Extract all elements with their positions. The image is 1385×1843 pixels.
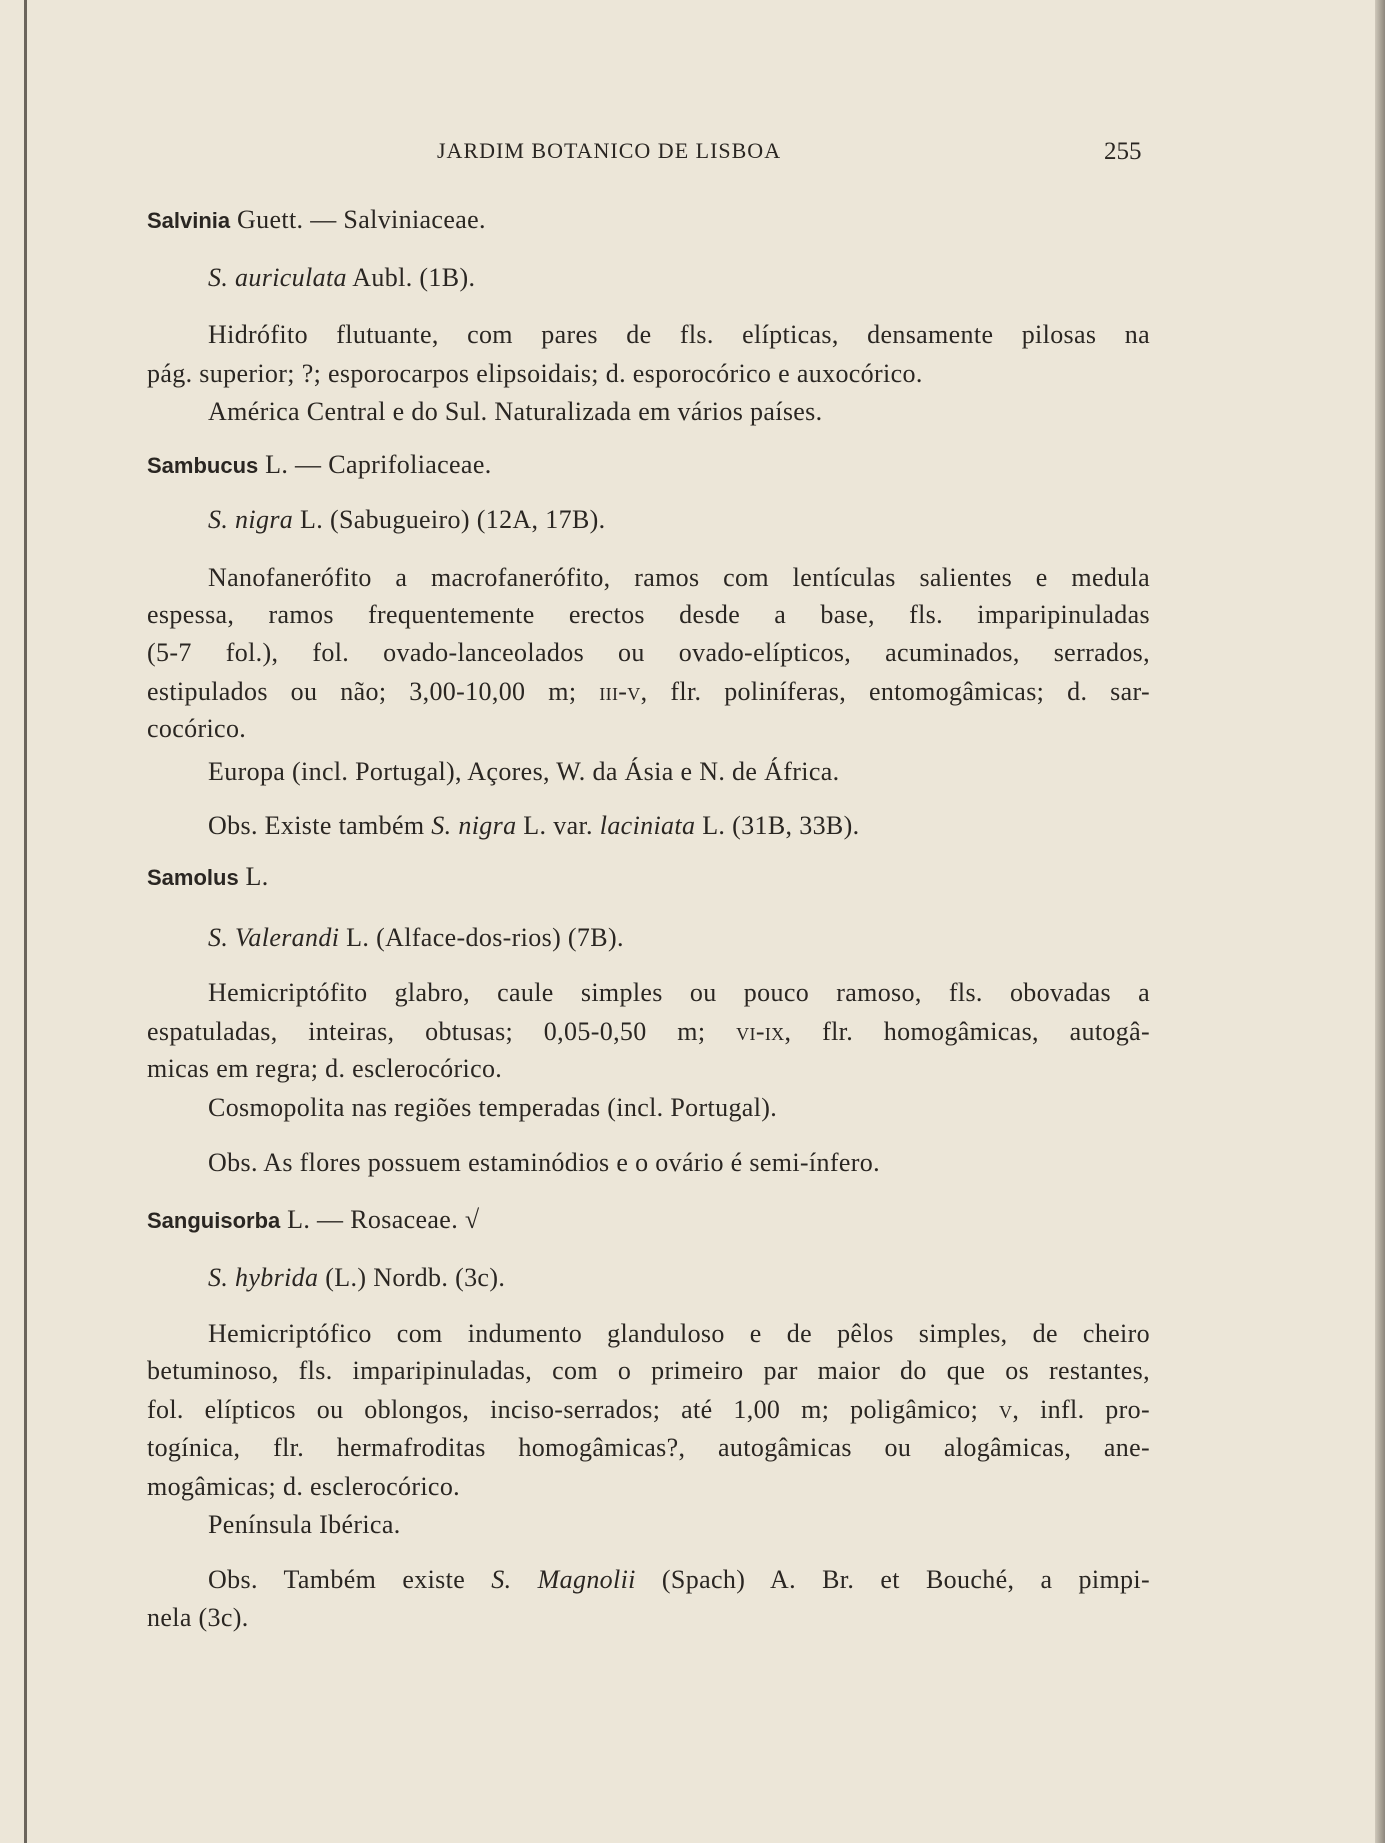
text-line bbox=[147, 1355, 1150, 1387]
text-line bbox=[147, 1016, 1150, 1048]
text-segment bbox=[511, 1565, 537, 1594]
italic-text: S. Valerandi bbox=[208, 923, 340, 952]
text-segment: espatuladas, inteiras, obtusas; 0,05-0,50 m; bbox=[147, 1017, 737, 1046]
text-line bbox=[147, 1602, 1150, 1634]
text-segment: , flr. poliníferas, entomogâmicas; d. sar- bbox=[640, 677, 1150, 706]
text-line bbox=[147, 1471, 1150, 1503]
page-number: 255 bbox=[1104, 138, 1142, 165]
text-line bbox=[208, 1509, 1150, 1541]
text-segment: Cosmopolita nas regiões temperadas (incl. Portugal). bbox=[208, 1093, 778, 1122]
text-segment: estipulados ou não; 3,00-10,00 m; bbox=[147, 677, 600, 706]
text-segment: Península Ibérica. bbox=[208, 1510, 401, 1539]
genus-heading bbox=[147, 1204, 1150, 1237]
text-segment: L. — Caprifoliaceae. bbox=[258, 450, 492, 479]
text-segment: Aubl. (1B). bbox=[346, 263, 476, 292]
text-segment: Hemicriptófito glabro, caule simples ou pouco ramoso, fls. obovadas a bbox=[208, 978, 1150, 1007]
text-segment: pág. superior; ?; esporocarpos elipsoidais; d. esporocórico e auxocórico. bbox=[147, 359, 923, 388]
species-heading bbox=[208, 262, 1150, 294]
text-segment: , flr. homogâmicas, autogâ- bbox=[784, 1017, 1150, 1046]
text-segment: (Spach) A. Br. et Bouché, a pimpi- bbox=[635, 1565, 1150, 1594]
text-line bbox=[147, 1394, 1150, 1426]
text-segment: espessa, ramos frequentemente erectos desde a base, fls. imparipinuladas bbox=[147, 600, 1150, 629]
text-segment: L. (31B, 33B). bbox=[695, 811, 860, 840]
text-segment: micas em regra; d. esclerocórico. bbox=[147, 1054, 503, 1083]
species-heading bbox=[208, 922, 1150, 954]
genus-heading bbox=[147, 204, 1150, 237]
text-segment: fol. elípticos ou oblongos, inciso-serrados; até 1,00 m; poligâmico; bbox=[147, 1395, 1000, 1424]
text-segment: Obs. As flores possuem estaminódios e o ovário é semi-ínfero. bbox=[208, 1148, 880, 1177]
italic-text: S. nigra bbox=[431, 811, 517, 840]
page-edge-right bbox=[1375, 0, 1385, 1843]
italic-text: S. hybrida bbox=[208, 1263, 319, 1292]
text-line bbox=[208, 319, 1150, 351]
text-line bbox=[147, 676, 1150, 708]
species-heading bbox=[208, 504, 1150, 536]
text-segment: L. bbox=[238, 862, 269, 891]
text-segment: L. — Rosaceae. √ bbox=[280, 1205, 480, 1234]
genus-name: Sanguisorba bbox=[147, 1208, 281, 1233]
text-line bbox=[208, 1092, 1150, 1124]
text-line bbox=[208, 1564, 1150, 1596]
text-segment: Obs. Existe também bbox=[208, 811, 432, 840]
text-segment: Hemicriptófico com indumento glanduloso e de pêlos simples, de cheiro bbox=[208, 1319, 1150, 1348]
italic-text: S. auriculata bbox=[208, 263, 347, 292]
text-line bbox=[208, 396, 1150, 428]
text-segment: Nanofanerófito a macrofanerófito, ramos com lentículas salientes e medula bbox=[208, 563, 1150, 592]
text-line bbox=[147, 713, 1150, 745]
text-segment: togínica, flr. hermafroditas homogâmicas?, autogâmicas ou alogâmicas, ane- bbox=[147, 1433, 1150, 1462]
text-line bbox=[208, 562, 1150, 594]
italic-text: laciniata bbox=[599, 811, 696, 840]
text-segment: cocórico. bbox=[147, 714, 247, 743]
month-range: vi-ix bbox=[736, 1017, 785, 1046]
text-segment: L. (Alface-dos-rios) (7B). bbox=[339, 923, 624, 952]
text-segment: (L.) Nordb. (3c). bbox=[318, 1263, 506, 1292]
text-segment: L. (Sabugueiro) (12A, 17B). bbox=[293, 505, 606, 534]
text-segment: Guett. — Salviniaceae. bbox=[230, 205, 486, 234]
text-segment: mogâmicas; d. esclerocórico. bbox=[147, 1472, 461, 1501]
text-line bbox=[147, 637, 1150, 669]
italic-text: S. nigra bbox=[208, 505, 294, 534]
running-title: JARDIM BOTANICO DE LISBOA bbox=[437, 138, 782, 163]
page-edge-left bbox=[24, 0, 27, 1843]
text-line bbox=[147, 1053, 1150, 1085]
italic-text: S. bbox=[491, 1565, 512, 1594]
text-line bbox=[208, 977, 1150, 1009]
italic-text: Magnolii bbox=[537, 1565, 636, 1594]
text-line bbox=[147, 599, 1150, 631]
text-line bbox=[208, 810, 1150, 842]
text-segment: América Central e do Sul. Naturalizada em vários países. bbox=[208, 397, 823, 426]
text-segment: L. var. bbox=[516, 811, 600, 840]
text-segment: Europa (incl. Portugal), Açores, W. da Ásia e N. de África. bbox=[208, 757, 840, 786]
species-heading bbox=[208, 1262, 1150, 1294]
genus-name: Salvinia bbox=[147, 208, 231, 233]
genus-heading bbox=[147, 449, 1150, 482]
text-line bbox=[208, 1318, 1150, 1350]
text-segment: Obs. Também existe bbox=[208, 1565, 492, 1594]
text-segment: , infl. pro- bbox=[1012, 1395, 1150, 1424]
genus-heading bbox=[147, 861, 1150, 894]
text-segment: (5-7 fol.), fol. ovado-lanceolados ou ovado-elípticos, acuminados, serrados, bbox=[147, 638, 1150, 667]
text-line bbox=[147, 358, 1150, 390]
text-segment: betuminoso, fls. imparipinuladas, com o primeiro par maior do que os restantes, bbox=[147, 1356, 1150, 1385]
text-line bbox=[147, 1432, 1150, 1464]
text-segment: nela (3c). bbox=[147, 1603, 249, 1632]
genus-name: Sambucus bbox=[147, 453, 259, 478]
month-range: iii-v bbox=[599, 677, 641, 706]
text-line bbox=[208, 756, 1150, 788]
text-line bbox=[208, 1147, 1150, 1179]
month-range: v bbox=[999, 1395, 1013, 1424]
text-segment: Hidrófito flutuante, com pares de fls. elípticas, densamente pilosas na bbox=[208, 320, 1150, 349]
genus-name: Samolus bbox=[147, 865, 239, 890]
